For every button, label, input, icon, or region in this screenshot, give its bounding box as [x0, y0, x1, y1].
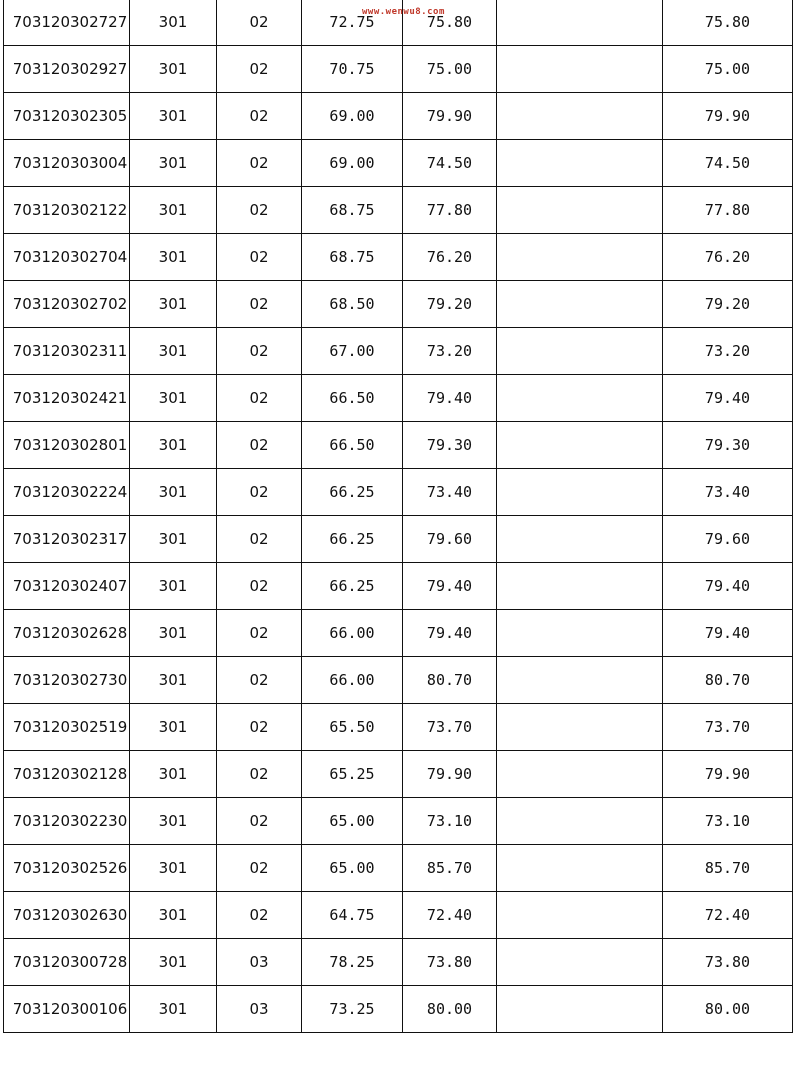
extra-cell	[497, 798, 663, 845]
table-row	[4, 939, 793, 986]
written-score-cell: 73.25	[302, 986, 403, 1033]
interview-score-cell: 73.10	[403, 798, 497, 845]
candidate-id-cell: 703120302801	[4, 422, 130, 469]
score-table	[3, 0, 793, 1033]
group-code-cell: 02	[217, 140, 302, 187]
table-row	[4, 469, 793, 516]
total-score-cell: 79.90	[663, 93, 793, 140]
group-code-cell: 02	[217, 469, 302, 516]
table-row	[4, 328, 793, 375]
candidate-id-cell: 703120302927	[4, 46, 130, 93]
extra-cell	[497, 610, 663, 657]
extra-cell	[497, 0, 663, 46]
total-score-cell: 79.20	[663, 281, 793, 328]
written-score-cell: 65.50	[302, 704, 403, 751]
candidate-id-cell: 703120303004	[4, 140, 130, 187]
group-code-cell: 02	[217, 187, 302, 234]
extra-cell	[497, 46, 663, 93]
table-row	[4, 986, 793, 1033]
extra-cell	[497, 234, 663, 281]
group-code-cell: 03	[217, 939, 302, 986]
total-score-cell: 75.80	[663, 0, 793, 46]
interview-score-cell: 79.40	[403, 610, 497, 657]
written-score-cell: 70.75	[302, 46, 403, 93]
table-row	[4, 845, 793, 892]
interview-score-cell: 73.70	[403, 704, 497, 751]
group-code-cell: 02	[217, 234, 302, 281]
total-score-cell: 80.00	[663, 986, 793, 1033]
table-row	[4, 187, 793, 234]
extra-cell	[497, 704, 663, 751]
candidate-id-cell: 703120302519	[4, 704, 130, 751]
written-score-cell: 66.00	[302, 657, 403, 704]
table-row	[4, 93, 793, 140]
extra-cell	[497, 422, 663, 469]
position-code-cell: 301	[130, 939, 217, 986]
position-code-cell: 301	[130, 657, 217, 704]
written-score-cell: 66.25	[302, 469, 403, 516]
table-row	[4, 563, 793, 610]
written-score-cell: 65.00	[302, 845, 403, 892]
extra-cell	[497, 845, 663, 892]
interview-score-cell: 79.40	[403, 375, 497, 422]
position-code-cell: 301	[130, 187, 217, 234]
total-score-cell: 79.60	[663, 516, 793, 563]
table-row	[4, 281, 793, 328]
candidate-id-cell: 703120300106	[4, 986, 130, 1033]
interview-score-cell: 79.20	[403, 281, 497, 328]
written-score-cell: 68.75	[302, 187, 403, 234]
written-score-cell: 66.25	[302, 516, 403, 563]
total-score-cell: 80.70	[663, 657, 793, 704]
table-row	[4, 140, 793, 187]
interview-score-cell: 76.20	[403, 234, 497, 281]
table-row	[4, 657, 793, 704]
total-score-cell: 76.20	[663, 234, 793, 281]
candidate-id-cell: 703120302122	[4, 187, 130, 234]
candidate-id-cell: 703120302128	[4, 751, 130, 798]
candidate-id-cell: 703120302421	[4, 375, 130, 422]
table-row	[4, 704, 793, 751]
position-code-cell: 301	[130, 516, 217, 563]
position-code-cell: 301	[130, 281, 217, 328]
interview-score-cell: 72.40	[403, 892, 497, 939]
table-row	[4, 46, 793, 93]
extra-cell	[497, 657, 663, 704]
candidate-id-cell: 703120302311	[4, 328, 130, 375]
position-code-cell: 301	[130, 892, 217, 939]
total-score-cell: 79.30	[663, 422, 793, 469]
interview-score-cell: 79.90	[403, 751, 497, 798]
total-score-cell: 79.40	[663, 563, 793, 610]
group-code-cell: 02	[217, 751, 302, 798]
interview-score-cell: 73.20	[403, 328, 497, 375]
candidate-id-cell: 703120302305	[4, 93, 130, 140]
position-code-cell: 301	[130, 234, 217, 281]
written-score-cell: 65.25	[302, 751, 403, 798]
table-row	[4, 516, 793, 563]
extra-cell	[497, 281, 663, 328]
total-score-cell: 77.80	[663, 187, 793, 234]
total-score-cell: 79.40	[663, 610, 793, 657]
written-score-cell: 66.50	[302, 422, 403, 469]
position-code-cell: 301	[130, 845, 217, 892]
extra-cell	[497, 93, 663, 140]
candidate-id-cell: 703120302224	[4, 469, 130, 516]
total-score-cell: 73.20	[663, 328, 793, 375]
written-score-cell: 67.00	[302, 328, 403, 375]
position-code-cell: 301	[130, 986, 217, 1033]
group-code-cell: 02	[217, 93, 302, 140]
total-score-cell: 75.00	[663, 46, 793, 93]
position-code-cell: 301	[130, 751, 217, 798]
position-code-cell: 301	[130, 610, 217, 657]
total-score-cell: 73.70	[663, 704, 793, 751]
position-code-cell: 301	[130, 93, 217, 140]
interview-score-cell: 74.50	[403, 140, 497, 187]
extra-cell	[497, 751, 663, 798]
written-score-cell: 66.50	[302, 375, 403, 422]
group-code-cell: 02	[217, 328, 302, 375]
position-code-cell: 301	[130, 328, 217, 375]
extra-cell	[497, 892, 663, 939]
candidate-id-cell: 703120302628	[4, 610, 130, 657]
group-code-cell: 02	[217, 281, 302, 328]
position-code-cell: 301	[130, 0, 217, 46]
group-code-cell: 02	[217, 798, 302, 845]
table-row	[4, 751, 793, 798]
total-score-cell: 79.40	[663, 375, 793, 422]
candidate-id-cell: 703120302407	[4, 563, 130, 610]
total-score-cell: 72.40	[663, 892, 793, 939]
table-row	[4, 892, 793, 939]
group-code-cell: 02	[217, 563, 302, 610]
position-code-cell: 301	[130, 563, 217, 610]
candidate-id-cell: 703120302727	[4, 0, 130, 46]
group-code-cell: 02	[217, 704, 302, 751]
group-code-cell: 02	[217, 46, 302, 93]
interview-score-cell: 85.70	[403, 845, 497, 892]
table-row	[4, 798, 793, 845]
group-code-cell: 02	[217, 657, 302, 704]
candidate-id-cell: 703120302630	[4, 892, 130, 939]
interview-score-cell: 73.80	[403, 939, 497, 986]
interview-score-cell: 79.40	[403, 563, 497, 610]
watermark-text: www.wenwu8.com	[362, 7, 445, 17]
candidate-id-cell: 703120302230	[4, 798, 130, 845]
interview-score-cell: 79.90	[403, 93, 497, 140]
group-code-cell: 02	[217, 0, 302, 46]
candidate-id-cell: 703120300728	[4, 939, 130, 986]
position-code-cell: 301	[130, 798, 217, 845]
group-code-cell: 02	[217, 422, 302, 469]
extra-cell	[497, 986, 663, 1033]
candidate-id-cell: 703120302702	[4, 281, 130, 328]
extra-cell	[497, 187, 663, 234]
total-score-cell: 73.40	[663, 469, 793, 516]
extra-cell	[497, 563, 663, 610]
extra-cell	[497, 469, 663, 516]
interview-score-cell: 75.00	[403, 46, 497, 93]
total-score-cell: 73.80	[663, 939, 793, 986]
written-score-cell: 72.75	[302, 0, 403, 46]
table-body	[4, 0, 793, 1033]
extra-cell	[497, 939, 663, 986]
interview-score-cell: 75.80	[403, 0, 497, 46]
interview-score-cell: 80.00	[403, 986, 497, 1033]
written-score-cell: 78.25	[302, 939, 403, 986]
candidate-id-cell: 703120302526	[4, 845, 130, 892]
position-code-cell: 301	[130, 422, 217, 469]
written-score-cell: 64.75	[302, 892, 403, 939]
table-row	[4, 234, 793, 281]
position-code-cell: 301	[130, 140, 217, 187]
total-score-cell: 79.90	[663, 751, 793, 798]
group-code-cell: 02	[217, 516, 302, 563]
position-code-cell: 301	[130, 704, 217, 751]
interview-score-cell: 80.70	[403, 657, 497, 704]
interview-score-cell: 77.80	[403, 187, 497, 234]
written-score-cell: 66.00	[302, 610, 403, 657]
extra-cell	[497, 140, 663, 187]
written-score-cell: 69.00	[302, 93, 403, 140]
table-row	[4, 610, 793, 657]
written-score-cell: 65.00	[302, 798, 403, 845]
position-code-cell: 301	[130, 46, 217, 93]
written-score-cell: 68.50	[302, 281, 403, 328]
extra-cell	[497, 375, 663, 422]
total-score-cell: 73.10	[663, 798, 793, 845]
interview-score-cell: 79.60	[403, 516, 497, 563]
group-code-cell: 02	[217, 610, 302, 657]
position-code-cell: 301	[130, 469, 217, 516]
table-row	[4, 422, 793, 469]
group-code-cell: 02	[217, 375, 302, 422]
candidate-id-cell: 703120302730	[4, 657, 130, 704]
candidate-id-cell: 703120302317	[4, 516, 130, 563]
position-code-cell: 301	[130, 375, 217, 422]
written-score-cell: 66.25	[302, 563, 403, 610]
total-score-cell: 85.70	[663, 845, 793, 892]
written-score-cell: 68.75	[302, 234, 403, 281]
group-code-cell: 03	[217, 986, 302, 1033]
group-code-cell: 02	[217, 845, 302, 892]
group-code-cell: 02	[217, 892, 302, 939]
candidate-id-cell: 703120302704	[4, 234, 130, 281]
extra-cell	[497, 328, 663, 375]
extra-cell	[497, 516, 663, 563]
interview-score-cell: 73.40	[403, 469, 497, 516]
table-row	[4, 375, 793, 422]
interview-score-cell: 79.30	[403, 422, 497, 469]
total-score-cell: 74.50	[663, 140, 793, 187]
written-score-cell: 69.00	[302, 140, 403, 187]
